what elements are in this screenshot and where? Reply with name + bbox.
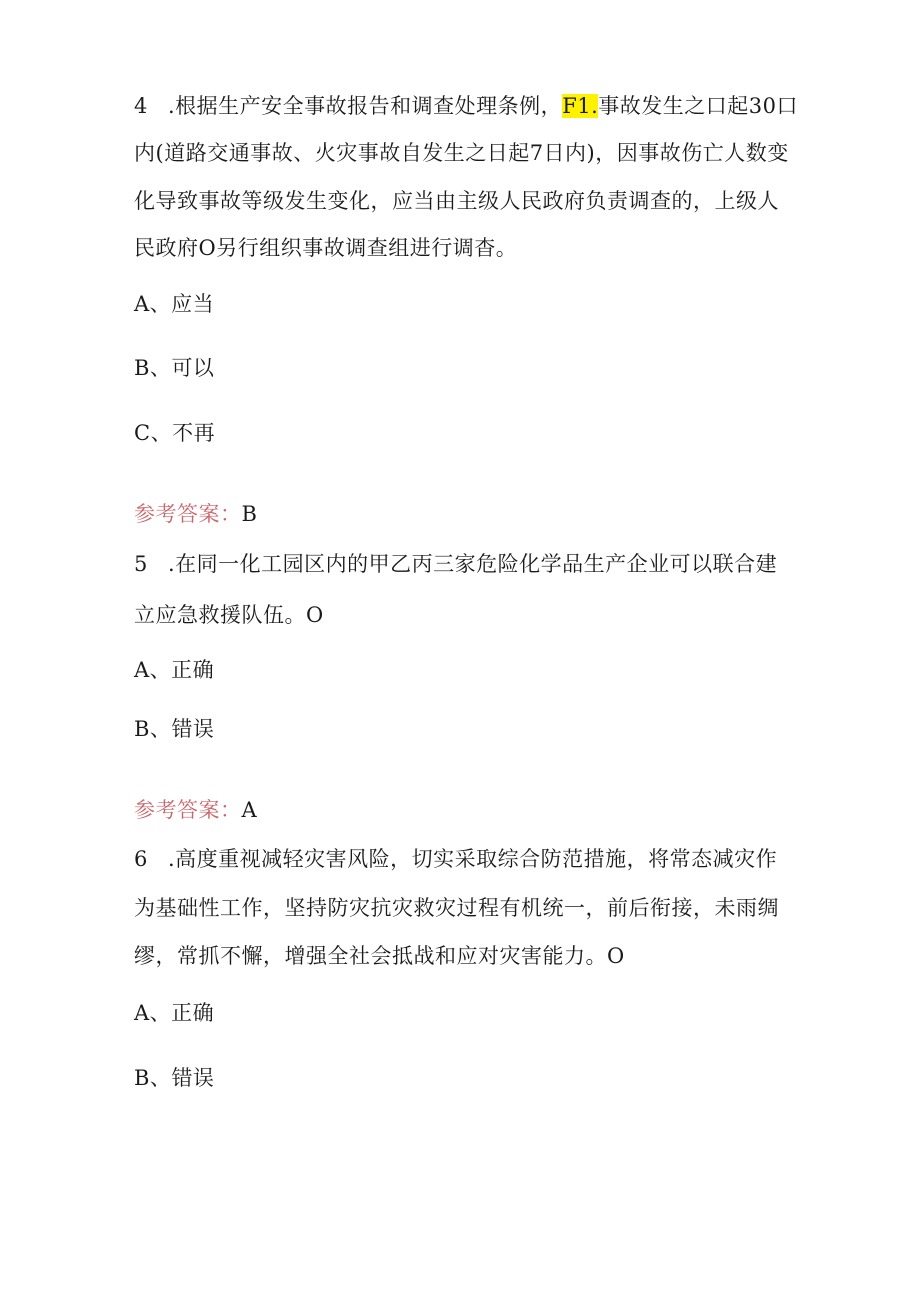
q4-line-2: 内(道路交通事故、火灾事故自发生之日起7日内)，因事故伤亡人数变 bbox=[134, 141, 789, 165]
option-text: 错误 bbox=[171, 717, 215, 741]
answer-value: A bbox=[241, 798, 258, 822]
q4-text-1b: 事故发生之口起30口 bbox=[598, 94, 799, 118]
q4-line-3: 化导致事故等级发生变化，应当由主级人民政府负责调查的，上级人 bbox=[134, 189, 779, 213]
answer-value: B bbox=[241, 502, 258, 526]
q5-text-1: .在同一化工园区内的甲乙丙三家危险化学品生产企业可以联合建 bbox=[168, 552, 778, 576]
option-text: 正确 bbox=[171, 658, 215, 682]
q6-line-1 bbox=[134, 846, 777, 872]
option-key: A、 bbox=[134, 292, 172, 316]
q5-line-2: 立应急救援队伍。O bbox=[134, 603, 324, 627]
q5-option-b bbox=[134, 716, 214, 742]
answer-label: 参考答案： bbox=[134, 502, 242, 526]
option-key: B、 bbox=[134, 717, 172, 741]
option-key: A、 bbox=[134, 658, 172, 682]
option-text: 错误 bbox=[171, 1066, 215, 1090]
q6-line-2: 为基础性工作，坚持防灾抗灾救灾过程有机统一，前后衔接，未雨绸 bbox=[134, 896, 779, 920]
q4-option-b bbox=[134, 355, 214, 381]
option-key: C、 bbox=[134, 421, 173, 445]
option-key: B、 bbox=[134, 1066, 172, 1090]
q5-answer bbox=[134, 797, 257, 823]
q4-option-c bbox=[134, 420, 215, 446]
q5-line-1 bbox=[134, 551, 777, 577]
q6-option-a bbox=[134, 1000, 214, 1026]
q6-option-b bbox=[134, 1065, 214, 1091]
q5-number: 5 bbox=[134, 552, 148, 576]
option-key: A、 bbox=[134, 1001, 172, 1025]
q5-option-a bbox=[134, 657, 214, 683]
option-key: B、 bbox=[134, 356, 172, 380]
option-text: 正确 bbox=[171, 1001, 215, 1025]
option-text: 应当 bbox=[171, 292, 215, 316]
q4-line-1 bbox=[134, 93, 798, 119]
answer-label: 参考答案： bbox=[134, 798, 242, 822]
q6-line-3: 缪，常抓不懈，增强全社会抵战和应对灾害能力。O bbox=[134, 944, 625, 968]
option-text: 不再 bbox=[172, 421, 216, 445]
q6-text-1: .高度重视减轻灾害风险，切实采取综合防范措施，将常态减灾作 bbox=[168, 847, 778, 871]
q4-option-a bbox=[134, 291, 214, 317]
q4-line-4: 民政府O另行组织事故调查组进行调杳。 bbox=[134, 236, 518, 260]
q4-text-1a: .根据生产安全事故报告和调查处理条例， bbox=[168, 94, 563, 118]
q6-number: 6 bbox=[134, 847, 148, 871]
option-text: 可以 bbox=[171, 356, 215, 380]
q4-highlight: F1. bbox=[562, 94, 599, 118]
q4-number: 4 bbox=[134, 94, 148, 118]
q4-answer bbox=[134, 501, 257, 527]
